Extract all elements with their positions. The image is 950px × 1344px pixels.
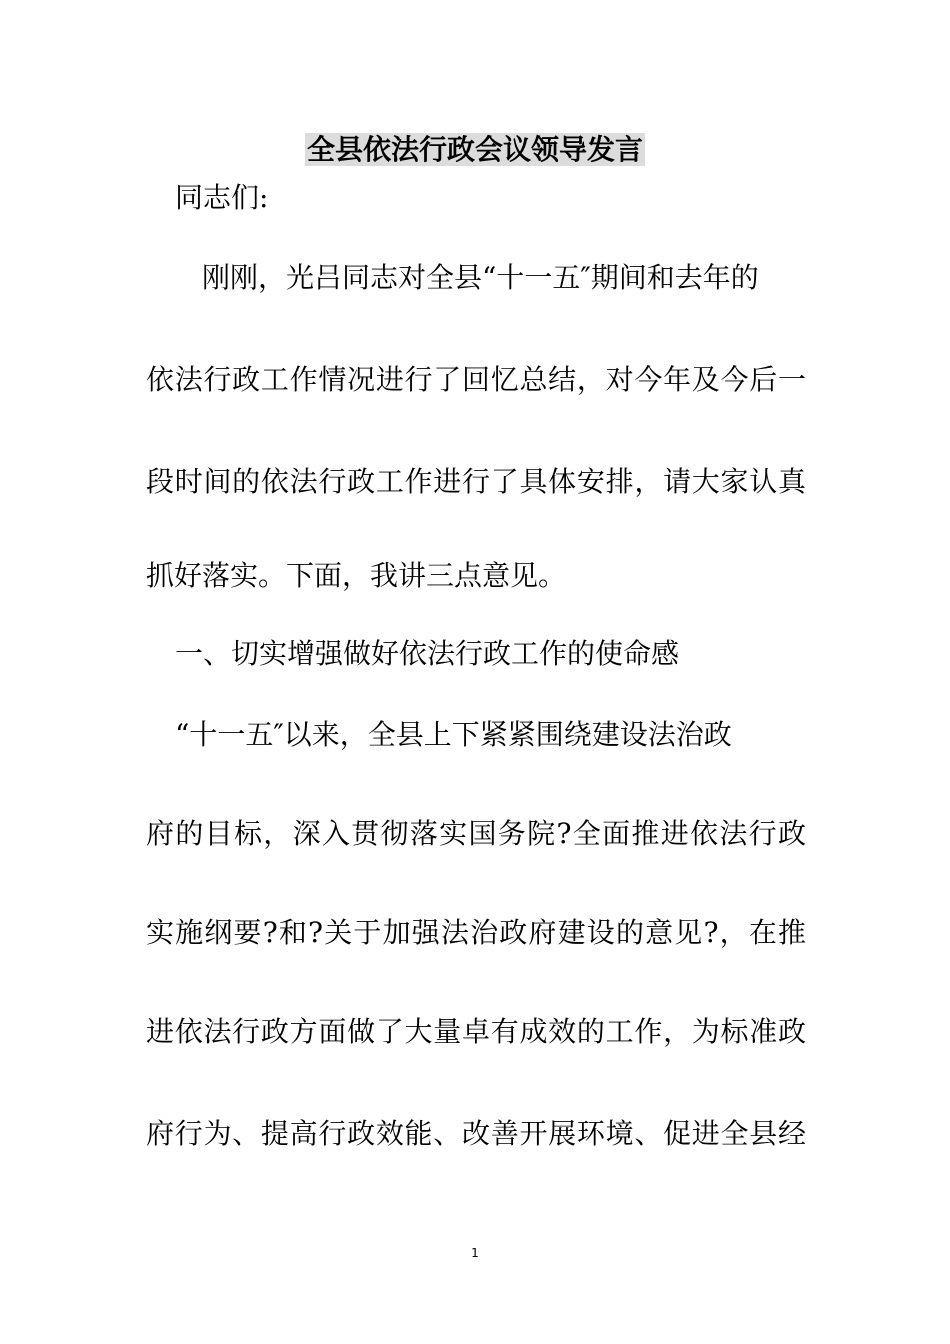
page-number: 1	[471, 1246, 479, 1260]
document-title	[0, 128, 950, 172]
paragraph-line: 府行为、提高行政效能、改善开展环境、促进全县经	[146, 1117, 806, 1150]
paragraph-line: 实施纲要?和?关于加强法治政府建设的意见?，在推	[146, 916, 806, 949]
paragraph-line: 刚刚，光吕同志对全县“十一五″期间和去年的	[202, 261, 759, 294]
paragraph-line: 府的目标，深入贯彻落实国务院?全面推进依法行政	[146, 817, 806, 850]
salutation: 同志们:	[175, 181, 269, 214]
paragraph-line: 抓好落实。下面，我讲三点意见。	[146, 559, 567, 592]
paragraph-line: “十一五″以来，全县上下紧紧围绕建设法治政	[175, 718, 732, 751]
paragraph-line: 段时间的依法行政工作进行了具体安排，请大家认真	[146, 465, 806, 498]
paragraph-line: 进依法行政方面做了大量卓有成效的工作，为标准政	[146, 1015, 806, 1048]
paragraph-line: 依法行政工作情况进行了回忆总结，对今年及今后一	[146, 363, 806, 396]
document-title-text: 全县依法行政会议领导发言	[306, 133, 643, 166]
section-heading: 一、切实增强做好依法行政工作的使命感	[175, 637, 680, 670]
